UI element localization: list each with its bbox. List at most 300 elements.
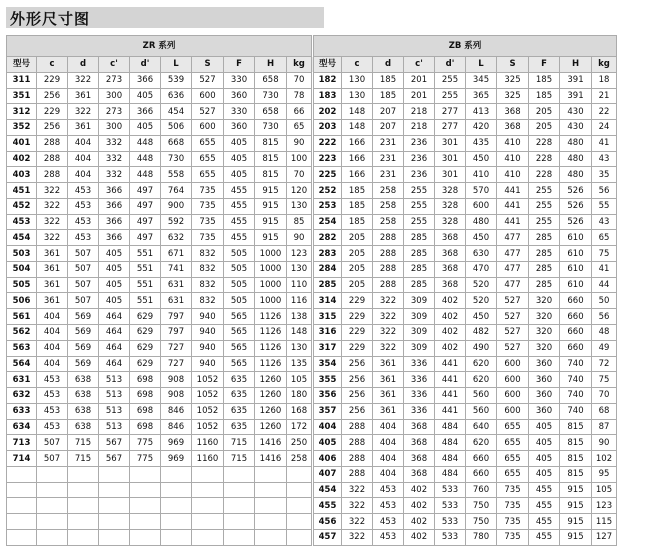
table-cell: 207 <box>373 120 404 136</box>
table-cell: 453 <box>37 403 68 419</box>
table-cell: 464 <box>99 325 130 341</box>
table-cell: 66 <box>287 104 312 120</box>
empty-cell <box>37 529 68 545</box>
table-cell: 90 <box>287 135 312 151</box>
table-cell: 402 <box>435 340 466 356</box>
table-cell: 526 <box>560 198 592 214</box>
table-cell: 715 <box>224 451 255 467</box>
table-cell: 635 <box>224 419 255 435</box>
table-cell: 317 <box>314 340 342 356</box>
empty-cell <box>7 482 37 498</box>
empty-cell <box>287 482 312 498</box>
table-cell: 410 <box>497 167 529 183</box>
table-cell: 815 <box>255 135 287 151</box>
table-cell: 610 <box>560 246 592 262</box>
table-cell: 205 <box>529 120 560 136</box>
table-cell: 355 <box>314 372 342 388</box>
table-cell: 361 <box>37 261 68 277</box>
empty-cell <box>37 466 68 482</box>
table-cell: 600 <box>192 120 224 136</box>
table-cell: 533 <box>435 482 466 498</box>
table-cell: 351 <box>7 88 37 104</box>
table-cell: 183 <box>314 88 342 104</box>
table-cell: 600 <box>466 198 497 214</box>
table-cell: 368 <box>435 246 466 262</box>
table-cell: 322 <box>373 340 404 356</box>
empty-cell <box>68 482 99 498</box>
table-cell: 1000 <box>255 246 287 262</box>
table-cell: 569 <box>68 356 99 372</box>
empty-cell <box>130 466 161 482</box>
table-cell: 172 <box>287 419 312 435</box>
table-cell: 655 <box>497 419 529 435</box>
empty-cell <box>37 514 68 530</box>
table-cell: 18 <box>592 72 617 88</box>
table-cell: 361 <box>68 88 99 104</box>
table-cell: 405 <box>529 466 560 482</box>
table-cell: 223 <box>314 151 342 167</box>
table-cell: 735 <box>192 198 224 214</box>
table-cell: 401 <box>7 135 37 151</box>
table-cell: 435 <box>466 135 497 151</box>
table-row <box>7 356 617 372</box>
table-cell: 236 <box>404 135 435 151</box>
table-cell: 635 <box>224 372 255 388</box>
table-cell: 713 <box>7 435 37 451</box>
table-cell: 328 <box>435 214 466 230</box>
table-cell: 90 <box>592 435 617 451</box>
table-cell: 110 <box>287 277 312 293</box>
table-cell: 629 <box>130 325 161 341</box>
table-cell: 368 <box>404 435 435 451</box>
table-cell: 507 <box>68 261 99 277</box>
table-cell: 130 <box>342 72 373 88</box>
table-cell: 507 <box>68 293 99 309</box>
empty-cell <box>224 514 255 530</box>
table-cell: 201 <box>404 72 435 88</box>
table-cell: 780 <box>466 529 497 545</box>
table-cell: 285 <box>404 277 435 293</box>
table-cell: 900 <box>161 198 192 214</box>
table-cell: 123 <box>287 246 312 262</box>
column-header-row <box>7 57 617 73</box>
table-cell: 477 <box>497 246 529 262</box>
table-cell: 915 <box>255 183 287 199</box>
table-cell: 405 <box>224 135 255 151</box>
table-cell: 336 <box>404 403 435 419</box>
table-cell: 610 <box>560 230 592 246</box>
table-cell: 846 <box>161 403 192 419</box>
table-cell: 44 <box>592 277 617 293</box>
table-cell: 477 <box>497 277 529 293</box>
table-cell: 1052 <box>192 388 224 404</box>
table-row <box>7 120 617 136</box>
table-cell: 185 <box>373 72 404 88</box>
table-cell: 75 <box>592 372 617 388</box>
table-cell: 430 <box>560 104 592 120</box>
table-cell: 148 <box>287 325 312 341</box>
table-cell: 513 <box>99 403 130 419</box>
table-cell: 78 <box>287 88 312 104</box>
table-cell: 402 <box>435 309 466 325</box>
table-cell: 1000 <box>255 277 287 293</box>
table-cell: 70 <box>287 167 312 183</box>
table-cell: 1000 <box>255 293 287 309</box>
table-cell: 322 <box>37 183 68 199</box>
table-row <box>7 214 617 230</box>
table-cell: 940 <box>192 325 224 341</box>
table-cell: 660 <box>560 293 592 309</box>
table-row <box>7 198 617 214</box>
table-cell: 228 <box>529 135 560 151</box>
table-cell: 312 <box>7 104 37 120</box>
table-cell: 453 <box>37 419 68 435</box>
table-cell: 815 <box>255 167 287 183</box>
table-cell: 727 <box>161 356 192 372</box>
table-cell: 484 <box>435 419 466 435</box>
table-cell: 322 <box>342 482 373 498</box>
table-cell: 361 <box>373 356 404 372</box>
empty-cell <box>224 498 255 514</box>
empty-cell <box>287 466 312 482</box>
table-cell: 453 <box>37 388 68 404</box>
table-cell: 715 <box>68 435 99 451</box>
table-cell: 357 <box>314 403 342 419</box>
table-cell: 322 <box>342 529 373 545</box>
table-cell: 1160 <box>192 435 224 451</box>
table-cell: 336 <box>404 356 435 372</box>
table-cell: 284 <box>314 261 342 277</box>
table-cell: 288 <box>37 135 68 151</box>
table-cell: 513 <box>99 388 130 404</box>
column-header: S <box>497 57 529 73</box>
table-cell: 430 <box>560 120 592 136</box>
table-cell: 361 <box>68 120 99 136</box>
series-header-row <box>7 36 617 57</box>
table-cell: 451 <box>7 183 37 199</box>
table-cell: 567 <box>99 451 130 467</box>
table-cell: 361 <box>37 293 68 309</box>
table-cell: 1416 <box>255 451 287 467</box>
empty-cell <box>192 482 224 498</box>
table-cell: 441 <box>497 198 529 214</box>
table-cell: 480 <box>466 214 497 230</box>
table-row <box>7 135 617 151</box>
table-cell: 504 <box>7 261 37 277</box>
table-cell: 332 <box>99 135 130 151</box>
table-cell: 832 <box>192 293 224 309</box>
table-cell: 368 <box>404 419 435 435</box>
table-cell: 632 <box>7 388 37 404</box>
table-cell: 402 <box>435 325 466 341</box>
table-cell: 715 <box>68 451 99 467</box>
table-cell: 256 <box>342 403 373 419</box>
table-cell: 1126 <box>255 325 287 341</box>
table-body <box>7 36 617 546</box>
table-cell: 450 <box>466 151 497 167</box>
empty-cell <box>161 498 192 514</box>
table-cell: 43 <box>592 214 617 230</box>
table-cell: 815 <box>255 151 287 167</box>
table-cell: 315 <box>314 309 342 325</box>
table-cell: 205 <box>342 246 373 262</box>
table-cell: 527 <box>497 309 529 325</box>
table-cell: 105 <box>592 482 617 498</box>
table-cell: 915 <box>255 198 287 214</box>
empty-cell <box>37 498 68 514</box>
empty-cell <box>130 529 161 545</box>
table-cell: 815 <box>560 451 592 467</box>
table-row <box>7 277 617 293</box>
column-header: d <box>373 57 404 73</box>
table-cell: 368 <box>497 104 529 120</box>
table-cell: 256 <box>342 356 373 372</box>
table-cell: 915 <box>560 529 592 545</box>
table-cell: 255 <box>404 214 435 230</box>
table-cell: 527 <box>497 340 529 356</box>
table-cell: 797 <box>161 325 192 341</box>
table-cell: 527 <box>497 293 529 309</box>
table-cell: 750 <box>466 514 497 530</box>
empty-cell <box>68 498 99 514</box>
table-cell: 207 <box>373 104 404 120</box>
table-cell: 454 <box>161 104 192 120</box>
table-cell: 49 <box>592 340 617 356</box>
table-row <box>7 104 617 120</box>
empty-cell <box>192 529 224 545</box>
table-cell: 229 <box>342 340 373 356</box>
table-cell: 283 <box>314 246 342 262</box>
table-cell: 405 <box>529 435 560 451</box>
table-cell: 441 <box>435 356 466 372</box>
table-cell: 455 <box>529 482 560 498</box>
table-cell: 730 <box>255 88 287 104</box>
table-cell: 253 <box>314 198 342 214</box>
table-cell: 285 <box>529 230 560 246</box>
table-cell: 391 <box>560 88 592 104</box>
table-cell: 325 <box>497 88 529 104</box>
table-cell: 402 <box>435 293 466 309</box>
table-cell: 505 <box>7 277 37 293</box>
table-cell: 453 <box>68 198 99 214</box>
table-cell: 288 <box>37 167 68 183</box>
table-cell: 322 <box>37 214 68 230</box>
table-cell: 328 <box>435 198 466 214</box>
table-cell: 600 <box>497 403 529 419</box>
table-cell: 360 <box>224 120 255 136</box>
column-header: F <box>529 57 560 73</box>
table-cell: 464 <box>99 309 130 325</box>
empty-cell <box>130 514 161 530</box>
table-row <box>7 403 617 419</box>
table-cell: 527 <box>497 325 529 341</box>
table-cell: 285 <box>404 246 435 262</box>
table-cell: 100 <box>287 151 312 167</box>
table-cell: 915 <box>560 498 592 514</box>
table-cell: 404 <box>68 135 99 151</box>
table-cell: 455 <box>224 214 255 230</box>
table-cell: 205 <box>342 261 373 277</box>
table-cell: 403 <box>7 167 37 183</box>
column-header: c <box>342 57 373 73</box>
table-cell: 250 <box>287 435 312 451</box>
table-cell: 1052 <box>192 419 224 435</box>
table-cell: 285 <box>529 261 560 277</box>
table-cell: 405 <box>529 451 560 467</box>
table-cell: 638 <box>68 419 99 435</box>
table-cell: 640 <box>466 419 497 435</box>
table-cell: 229 <box>342 309 373 325</box>
table-cell: 229 <box>342 293 373 309</box>
table-cell: 410 <box>497 151 529 167</box>
table-cell: 300 <box>99 120 130 136</box>
table-cell: 735 <box>497 482 529 498</box>
table-cell: 255 <box>404 198 435 214</box>
table-cell: 448 <box>130 135 161 151</box>
table-cell: 405 <box>99 246 130 262</box>
table-cell: 565 <box>224 356 255 372</box>
empty-cell <box>255 529 287 545</box>
table-cell: 551 <box>130 261 161 277</box>
table-cell: 322 <box>68 72 99 88</box>
table-cell: 256 <box>37 88 68 104</box>
table-cell: 908 <box>161 388 192 404</box>
table-cell: 228 <box>529 167 560 183</box>
table-cell: 969 <box>161 435 192 451</box>
empty-cell <box>287 529 312 545</box>
table-cell: 258 <box>287 451 312 467</box>
table-cell: 138 <box>287 309 312 325</box>
table-cell: 320 <box>529 309 560 325</box>
table-cell: 288 <box>342 419 373 435</box>
table-cell: 356 <box>314 388 342 404</box>
table-cell: 560 <box>466 388 497 404</box>
table-cell: 464 <box>99 340 130 356</box>
table-cell: 288 <box>373 261 404 277</box>
table-cell: 452 <box>7 198 37 214</box>
table-cell: 600 <box>497 356 529 372</box>
table-cell: 41 <box>592 261 617 277</box>
table-cell: 567 <box>99 435 130 451</box>
table-cell: 322 <box>373 309 404 325</box>
table-cell: 405 <box>99 277 130 293</box>
table-row <box>7 498 617 514</box>
table-cell: 115 <box>592 514 617 530</box>
table-cell: 273 <box>99 104 130 120</box>
table-cell: 526 <box>560 183 592 199</box>
empty-cell <box>130 482 161 498</box>
table-cell: 698 <box>130 372 161 388</box>
table-cell: 410 <box>466 167 497 183</box>
table-cell: 404 <box>37 309 68 325</box>
column-header: d <box>68 57 99 73</box>
table-cell: 218 <box>404 104 435 120</box>
table-cell: 332 <box>99 151 130 167</box>
table-cell: 218 <box>404 120 435 136</box>
table-cell: 288 <box>373 230 404 246</box>
table-cell: 185 <box>529 88 560 104</box>
table-cell: 660 <box>466 451 497 467</box>
table-cell: 1126 <box>255 356 287 372</box>
table-cell: 55 <box>592 198 617 214</box>
table-cell: 655 <box>497 451 529 467</box>
table-cell: 507 <box>68 277 99 293</box>
table-cell: 288 <box>342 466 373 482</box>
table-cell: 456 <box>314 514 342 530</box>
table-cell: 600 <box>192 88 224 104</box>
table-cell: 505 <box>224 293 255 309</box>
table-cell: 940 <box>192 356 224 372</box>
table-cell: 35 <box>592 167 617 183</box>
column-header: c <box>37 57 68 73</box>
table-cell: 254 <box>314 214 342 230</box>
table-cell: 70 <box>592 388 617 404</box>
table-cell: 735 <box>497 498 529 514</box>
table-cell: 660 <box>560 340 592 356</box>
table-cell: 570 <box>466 183 497 199</box>
table-cell: 360 <box>529 356 560 372</box>
table-cell: 402 <box>7 151 37 167</box>
table-cell: 255 <box>529 198 560 214</box>
table-cell: 285 <box>529 246 560 262</box>
table-cell: 406 <box>314 451 342 467</box>
table-cell: 404 <box>37 340 68 356</box>
table-cell: 453 <box>373 498 404 514</box>
table-cell: 455 <box>224 183 255 199</box>
table-cell: 322 <box>37 198 68 214</box>
table-cell: 236 <box>404 167 435 183</box>
table-cell: 168 <box>287 403 312 419</box>
table-cell: 228 <box>529 151 560 167</box>
table-cell: 368 <box>404 451 435 467</box>
table-cell: 484 <box>435 451 466 467</box>
table-cell: 453 <box>68 214 99 230</box>
empty-cell <box>224 529 255 545</box>
table-row <box>7 88 617 104</box>
column-header: H <box>560 57 592 73</box>
table-cell: 740 <box>560 356 592 372</box>
table-cell: 629 <box>130 340 161 356</box>
column-header: 型号 <box>314 57 342 73</box>
empty-cell <box>192 466 224 482</box>
table-cell: 402 <box>404 514 435 530</box>
table-cell: 65 <box>287 120 312 136</box>
table-cell: 368 <box>497 120 529 136</box>
table-cell: 569 <box>68 325 99 341</box>
table-cell: 301 <box>435 135 466 151</box>
table-cell: 255 <box>529 214 560 230</box>
table-cell: 526 <box>560 214 592 230</box>
empty-cell <box>37 482 68 498</box>
table-cell: 638 <box>68 388 99 404</box>
table-cell: 87 <box>592 419 617 435</box>
table-cell: 969 <box>161 451 192 467</box>
table-cell: 366 <box>99 214 130 230</box>
table-cell: 658 <box>255 104 287 120</box>
table-cell: 366 <box>130 72 161 88</box>
table-row <box>7 529 617 545</box>
table-cell: 775 <box>130 435 161 451</box>
table-cell: 610 <box>560 261 592 277</box>
table-cell: 1260 <box>255 372 287 388</box>
table-cell: 1052 <box>192 403 224 419</box>
empty-cell <box>7 529 37 545</box>
table-cell: 631 <box>161 277 192 293</box>
table-cell: 539 <box>161 72 192 88</box>
column-header: c' <box>404 57 435 73</box>
table-cell: 407 <box>314 466 342 482</box>
table-cell: 285 <box>404 230 435 246</box>
